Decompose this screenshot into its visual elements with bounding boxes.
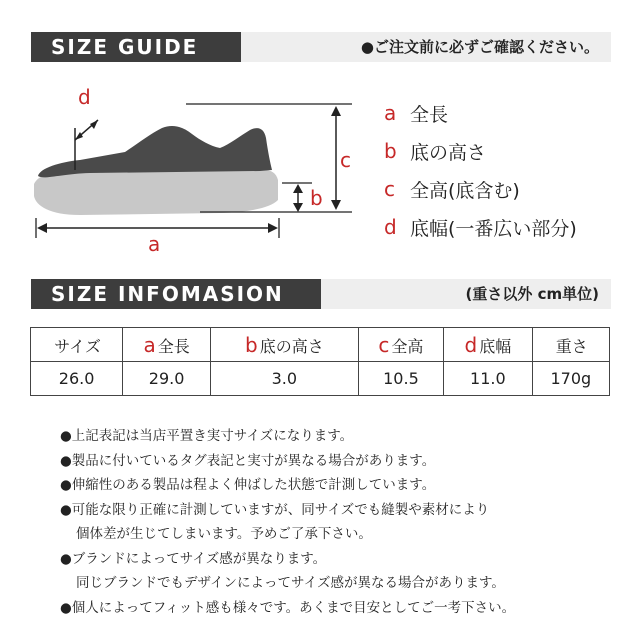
size-info-title: SIZE INFOMASION [31, 279, 321, 309]
header-cell: 重さ [532, 328, 609, 362]
note-item: ●個人によってフィット感も様々です。あくまで目安としてご一考下さい。 [60, 599, 516, 616]
size-table [30, 327, 610, 396]
note-item: ●ブランドによってサイズ感が異なります。 [60, 550, 327, 567]
a-arrow-head-1 [37, 223, 47, 233]
note-continuation: 個体差が生じてしまいます。予めご了承下さい。 [76, 526, 372, 542]
legend-letter: b [384, 139, 397, 163]
measurement-legend [384, 94, 577, 246]
size-info-header [31, 279, 611, 309]
order-notice: ●ご注文前に必ずご確認ください。 [360, 38, 599, 56]
b-arrow-head-1 [293, 184, 303, 193]
legend-letter: c [384, 177, 395, 201]
size-guide-title: SIZE GUIDE [31, 32, 241, 62]
cell-length: 29.0 [123, 362, 211, 396]
cell-sole-width: 11.0 [444, 362, 533, 396]
cell-total-height: 10.5 [358, 362, 443, 396]
d-arrow-head-2 [90, 120, 98, 129]
note-item: ●伸縮性のある製品は程よく伸ばした状態で計測しています。 [60, 477, 436, 493]
legend-item-c [384, 170, 577, 208]
note-item: ●製品に付いているタグ表記と実寸が異なる場合があります。 [60, 452, 436, 469]
label-b: b [310, 186, 323, 210]
legend-item-a [384, 94, 577, 132]
note-item: ●上記表記は当店平置き実寸サイズになります。 [60, 428, 354, 444]
note-item: ●可能な限り正確に計測していますが、同サイズでも縫製や素材により [60, 501, 490, 518]
notes-list [60, 424, 620, 620]
legend-text: 全長 [410, 103, 449, 126]
legend-item-b [384, 132, 577, 170]
label-d: d [78, 85, 91, 109]
table-header-row [31, 328, 610, 362]
legend-text: 底幅(一番広い部分) [410, 217, 577, 240]
table-row [31, 362, 610, 396]
c-arrow-head-1 [331, 106, 341, 116]
a-arrow-head-2 [268, 223, 278, 233]
c-arrow-head-2 [331, 200, 341, 210]
legend-text: 全高(底含む) [410, 179, 520, 202]
cell-weight: 170g [532, 362, 609, 396]
legend-letter: d [384, 215, 397, 239]
legend-letter: a [384, 101, 397, 125]
header-cell: b 底の高さ [210, 328, 358, 362]
size-guide-header [31, 32, 611, 62]
unit-note: (重さ以外 cm単位) [465, 285, 599, 303]
header-cell: a 全長 [123, 328, 211, 362]
header-cell: サイズ [31, 328, 123, 362]
header-cell: c 全高 [358, 328, 443, 362]
shoe-upper [38, 126, 272, 177]
legend-item-d [384, 208, 577, 246]
legend-text: 底の高さ [410, 141, 487, 164]
label-c: c [340, 148, 351, 172]
cell-sole-height: 3.0 [210, 362, 358, 396]
b-arrow-head-2 [293, 203, 303, 212]
cell-size: 26.0 [31, 362, 123, 396]
shoe-sole [34, 170, 278, 215]
note-continuation: 同じブランドでもデザインによってサイズ感が異なる場合があります。 [76, 575, 505, 591]
shoe-diagram [20, 72, 370, 257]
label-a: a [148, 232, 161, 256]
header-cell: d 底幅 [444, 328, 533, 362]
